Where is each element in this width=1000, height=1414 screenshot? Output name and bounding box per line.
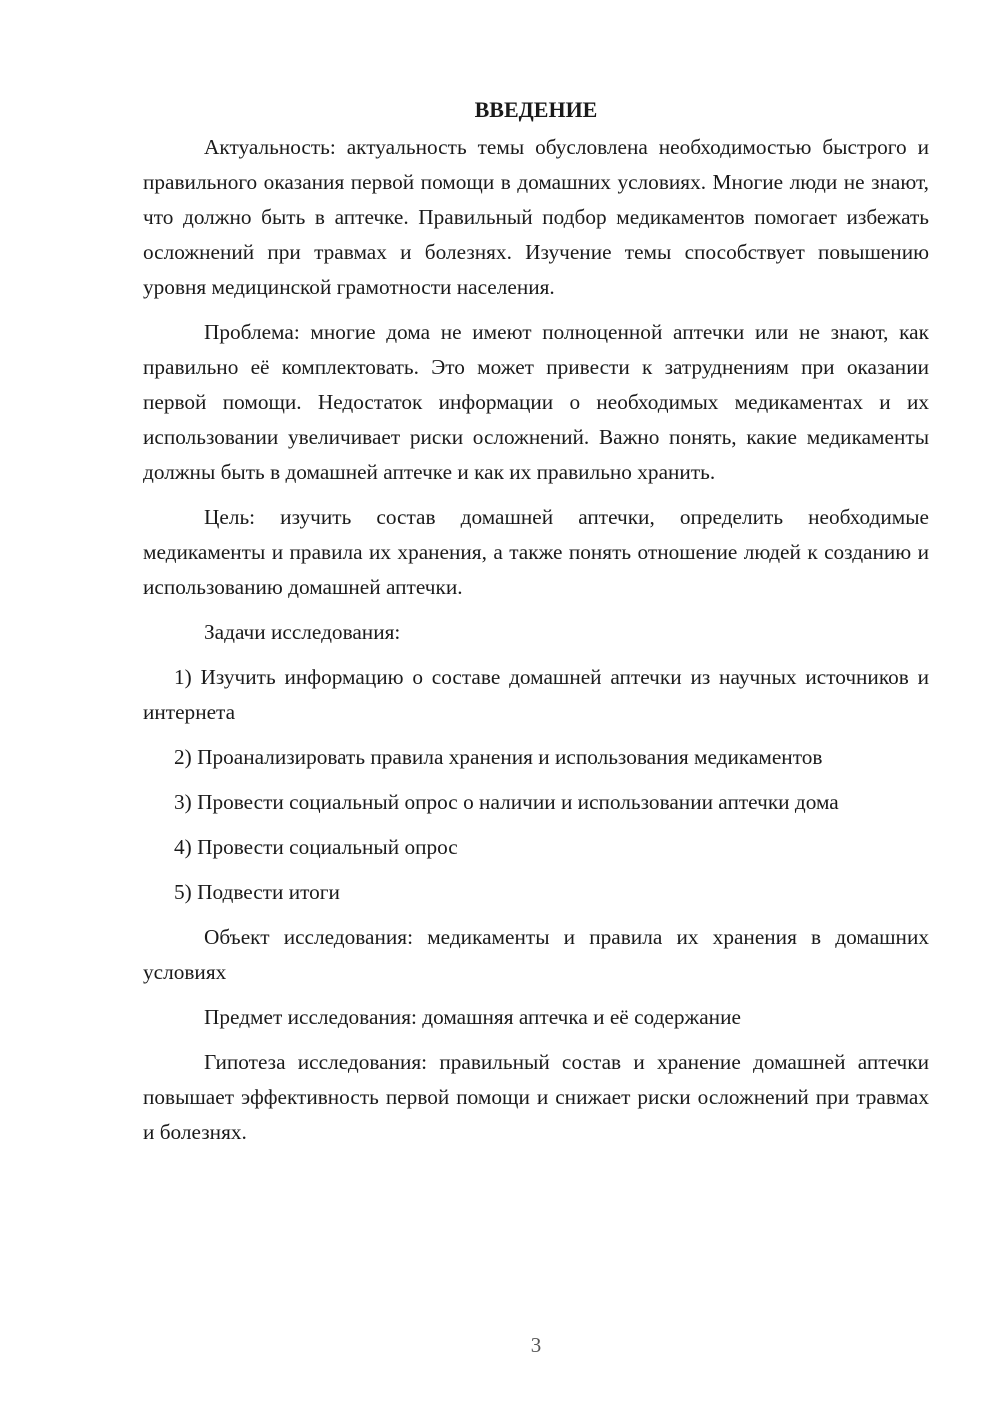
subject-paragraph: Предмет исследования: домашняя аптечка и её содержание	[204, 1005, 741, 1029]
task-item-1: 1) Изучить информацию о составе домашней аптечки из научных источников и интернета	[143, 665, 929, 724]
object-paragraph: Объект исследования: медикаменты и правила их хранения в домашних условиях	[143, 925, 929, 984]
task-item-4: 4) Провести социальный опрос	[174, 835, 458, 859]
section-heading: ВВЕДЕНИЕ	[474, 97, 598, 122]
task-item-2: 2) Проанализировать правила хранения и использования медикаментов	[174, 745, 823, 769]
task-item-3: 3) Провести социальный опрос о наличии и использовании аптечки дома	[174, 790, 839, 814]
hypothesis-paragraph: Гипотеза исследования: правильный состав и хранение домашней аптечки повышает эффективность первой помощи и снижает риски осложнений при травмах и болезнях.	[143, 1050, 929, 1144]
goal-paragraph: Цель: изучить состав домашней аптечки, определить необходимые медикаменты и правила их хранения, а также понять отношение людей к созданию и использованию домашней аптечки.	[143, 505, 929, 599]
relevance-paragraph: Актуальность: актуальность темы обусловлена необходимостью быстрого и правильного оказания первой помощи в домашних условиях. Многие люди не знают, что должно быть в аптечке. Правильный подбор медикаментов помогает избежать осложнений при травмах и болезнях. Изучение темы способствует повышению уровня медицинской грамотности населения.	[143, 135, 929, 299]
document-page	[143, 92, 929, 1160]
task-item-5: 5) Подвести итоги	[174, 880, 340, 904]
tasks-title: Задачи исследования:	[204, 620, 401, 644]
page-number: 3	[530, 1333, 542, 1357]
problem-paragraph: Проблема: многие дома не имеют полноценной аптечки или не знают, как правильно её комплектовать. Это может привести к затруднениям при оказании первой помощи. Недостаток информации о необходимых медикаментах и их использовании увеличивает риски осложнений. Важно понять, какие медикаменты должны быть в домашней аптечке и как их правильно хранить.	[143, 320, 929, 484]
